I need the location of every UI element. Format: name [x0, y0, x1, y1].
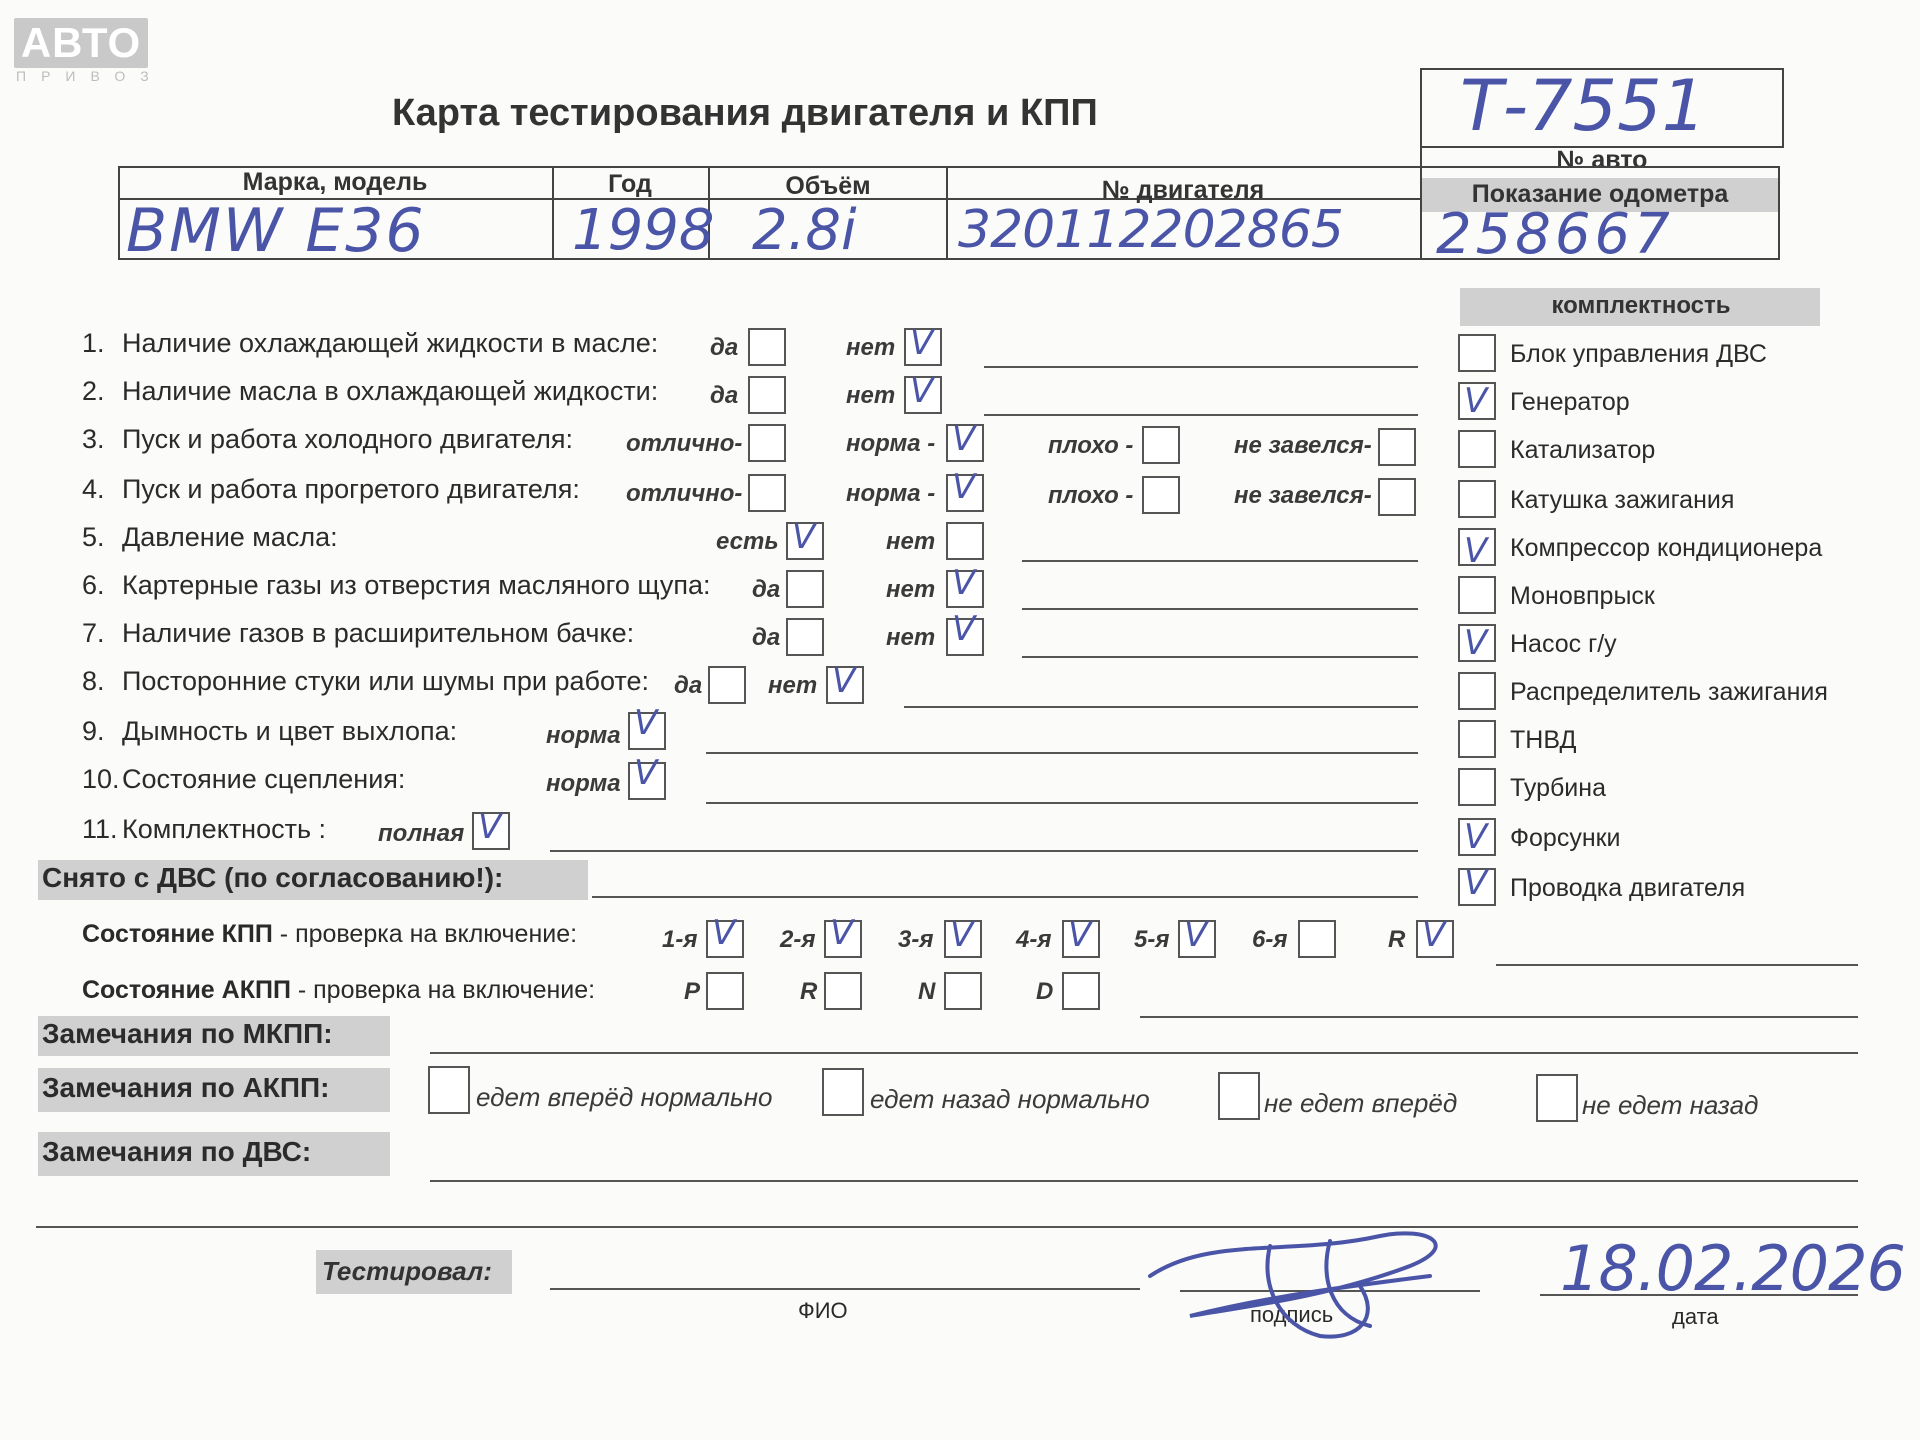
- completeness-checkbox[interactable]: [1458, 480, 1496, 518]
- removed-label: Снято с ДВС (по согласованию!):: [42, 862, 504, 893]
- brand-value: BMW E36: [126, 196, 426, 266]
- check-mark: V: [952, 563, 976, 603]
- check-mark: V: [478, 807, 502, 847]
- completeness-checkbox[interactable]: [1458, 768, 1496, 806]
- completeness-checkbox[interactable]: [1458, 430, 1496, 468]
- remark-line: [706, 752, 1418, 754]
- remark-option: едет назад нормально: [870, 1084, 1150, 1114]
- check-mark: V: [634, 703, 658, 743]
- akpp-label-rest: - проверка на включение:: [290, 976, 596, 1004]
- check-mark: V: [1464, 531, 1488, 571]
- remark-line: [36, 1226, 1858, 1228]
- remark-line: [430, 1180, 1858, 1182]
- brand-label: Марка, модель: [242, 168, 428, 196]
- completeness-item: Катушка зажигания: [1510, 486, 1735, 514]
- option-label: нет: [768, 672, 818, 699]
- odometer-value: 258667: [1436, 202, 1674, 267]
- akpp-label-bold: Состояние АКПП: [82, 976, 291, 1004]
- option-label: не завелся-: [1234, 432, 1372, 459]
- check-mark: V: [1422, 915, 1446, 955]
- completeness-item: Распределитель зажигания: [1510, 678, 1828, 706]
- remark-line: [592, 896, 1418, 898]
- completeness-checkbox[interactable]: [1458, 576, 1496, 614]
- signature-scribble: [1130, 1216, 1490, 1346]
- mode-checkbox[interactable]: [824, 972, 862, 1010]
- check-mark: V: [1464, 817, 1488, 857]
- option-label: да: [752, 624, 781, 651]
- completeness-title: комплектность: [1551, 292, 1731, 319]
- question-number: 2.: [82, 376, 105, 406]
- gear-label: 5-я: [1134, 926, 1170, 953]
- mode-checkbox[interactable]: [1062, 972, 1100, 1010]
- question-number: 7.: [82, 618, 105, 648]
- question-text: Давление масла:: [122, 522, 338, 552]
- option-label: норма -: [846, 480, 936, 507]
- question-number: 8.: [82, 666, 105, 696]
- auto-number-label: № авто: [1556, 146, 1648, 174]
- completeness-item: Моновпрыск: [1510, 582, 1655, 610]
- checkbox[interactable]: [946, 522, 984, 560]
- engine-number-label: № двигателя: [1101, 176, 1265, 204]
- checkbox[interactable]: [1378, 428, 1416, 466]
- akpp-remarks-label: Замечания по АКПП:: [42, 1072, 330, 1103]
- completeness-item: Турбина: [1510, 774, 1606, 802]
- completeness-item: Блок управления ДВС: [1510, 340, 1767, 368]
- remark-line: [984, 366, 1418, 368]
- remark-option: не едет назад: [1582, 1090, 1759, 1120]
- logo-subtitle: ПРИВОЗ: [16, 68, 164, 84]
- remark-line: [1496, 964, 1858, 966]
- checkbox[interactable]: [748, 474, 786, 512]
- option-label: нет: [846, 382, 896, 409]
- option-label: норма: [546, 722, 621, 749]
- mode-checkbox[interactable]: [706, 972, 744, 1010]
- mode-label: D: [1036, 978, 1054, 1005]
- question-number: 3.: [82, 424, 105, 454]
- completeness-item: Компрессор кондиционера: [1510, 534, 1823, 562]
- check-mark: V: [634, 753, 658, 793]
- checkbox[interactable]: [748, 424, 786, 462]
- kpp-label-rest: - проверка на включение:: [272, 920, 578, 948]
- completeness-checkbox[interactable]: [1458, 672, 1496, 710]
- checkbox[interactable]: [1378, 478, 1416, 516]
- completeness-item: Насос г/у: [1510, 630, 1617, 658]
- completeness-item: Катализатор: [1510, 436, 1656, 464]
- option-label: полная: [378, 820, 465, 847]
- gear-checkbox[interactable]: [1298, 920, 1336, 958]
- mode-label: P: [684, 978, 701, 1005]
- remark-line: [1140, 1016, 1858, 1018]
- check-mark: V: [910, 371, 934, 411]
- remark-option: едет вперёд нормально: [476, 1082, 773, 1112]
- option-label: есть: [716, 528, 779, 555]
- question-text: Пуск и работа холодного двигателя:: [122, 424, 573, 454]
- akpp-label: [82, 976, 595, 1005]
- completeness-item: Форсунки: [1510, 824, 1621, 852]
- option-label: норма -: [846, 430, 936, 457]
- completeness-checkbox[interactable]: [1458, 720, 1496, 758]
- check-mark: V: [952, 419, 976, 459]
- gear-label: R: [1388, 926, 1406, 953]
- gear-label: 1-я: [662, 926, 698, 953]
- remark-option: не едет вперёд: [1264, 1088, 1458, 1118]
- fio-label: ФИО: [798, 1298, 848, 1323]
- checkbox[interactable]: [1142, 426, 1180, 464]
- option-label: не завелся-: [1234, 482, 1372, 509]
- completeness-checkbox[interactable]: [1458, 334, 1496, 372]
- checkbox[interactable]: [748, 328, 786, 366]
- question-number: 5.: [82, 522, 105, 552]
- mode-checkbox[interactable]: [944, 972, 982, 1010]
- question-number: 6.: [82, 570, 105, 600]
- question-number: 11.: [82, 814, 118, 844]
- logo: АВТО: [20, 19, 142, 66]
- check-mark: V: [1184, 915, 1208, 955]
- check-mark: V: [792, 517, 816, 557]
- completeness-item: Генератор: [1510, 388, 1630, 416]
- completeness-item: ТНВД: [1510, 726, 1577, 754]
- checkbox[interactable]: [1142, 476, 1180, 514]
- remark-line: [1022, 560, 1418, 562]
- kpp-label: [82, 920, 577, 949]
- remark-checkbox[interactable]: [428, 1066, 470, 1114]
- check-mark: V: [1464, 863, 1488, 903]
- check-mark: V: [952, 467, 976, 507]
- page-title: Карта тестирования двигателя и КПП: [392, 92, 1098, 134]
- kpp-label-bold: Состояние КПП: [82, 920, 273, 948]
- option-label: плохо -: [1048, 482, 1134, 509]
- question-text: Наличие охлаждающей жидкости в масле:: [122, 328, 659, 358]
- question-number: 9.: [82, 716, 105, 746]
- check-mark: V: [830, 913, 854, 953]
- gear-label: 3-я: [898, 926, 934, 953]
- auto-number-value: Т-7551: [1460, 65, 1707, 147]
- question-number: 4.: [82, 474, 105, 504]
- gear-label: 2-я: [780, 926, 816, 953]
- date-label: дата: [1672, 1304, 1719, 1329]
- option-label: отлично-: [626, 480, 743, 507]
- option-label: плохо -: [1048, 432, 1134, 459]
- checkbox[interactable]: [748, 376, 786, 414]
- option-label: да: [752, 576, 781, 603]
- option-label: отлично-: [626, 430, 743, 457]
- checkbox[interactable]: [708, 666, 746, 704]
- completeness-item: Проводка двигателя: [1510, 874, 1746, 902]
- question-text: Состояние сцепления:: [122, 764, 406, 794]
- check-mark: V: [910, 323, 934, 363]
- volume-label: Объём: [785, 172, 871, 200]
- signature-label: подпись: [1250, 1302, 1334, 1327]
- remark-line: [706, 802, 1418, 804]
- question-number: 10.: [82, 764, 120, 794]
- remark-line: [984, 414, 1418, 416]
- question-text: Наличие масла в охлаждающей жидкости:: [122, 376, 659, 406]
- check-mark: V: [1464, 623, 1488, 663]
- option-label: да: [674, 672, 703, 699]
- remark-checkbox[interactable]: [1536, 1074, 1578, 1122]
- question-text: Пуск и работа прогретого двигателя:: [122, 474, 580, 504]
- check-mark: V: [952, 609, 976, 649]
- mode-label: N: [918, 978, 936, 1005]
- remark-checkbox[interactable]: [1218, 1072, 1260, 1120]
- year-value: 1998: [572, 198, 715, 263]
- remark-checkbox[interactable]: [822, 1068, 864, 1116]
- question-text: Комплектность :: [122, 814, 327, 844]
- option-label: нет: [886, 576, 936, 603]
- option-label: нет: [886, 528, 936, 555]
- gear-label: 4-я: [1016, 926, 1052, 953]
- date-value: 18.02.2026: [1560, 1232, 1905, 1305]
- date-line: [1540, 1294, 1858, 1296]
- option-label: нет: [886, 624, 936, 651]
- remark-line: [430, 1052, 1858, 1054]
- gear-label: 6-я: [1252, 926, 1288, 953]
- question-text: Посторонние стуки или шумы при работе:: [122, 666, 649, 696]
- fio-line: [550, 1288, 1140, 1290]
- odometer-label: Показание одометра: [1471, 180, 1729, 208]
- remark-line: [904, 706, 1418, 708]
- remark-line: [1022, 656, 1418, 658]
- remark-line: [1022, 608, 1418, 610]
- check-mark: V: [832, 661, 856, 701]
- option-label: нет: [846, 334, 896, 361]
- option-label: да: [710, 334, 739, 361]
- engine-number-value: 320112202865: [958, 200, 1344, 260]
- remark-line: [550, 850, 1418, 852]
- check-mark: V: [1464, 381, 1488, 421]
- question-text: Наличие газов в расширительном бачке:: [122, 618, 635, 648]
- year-label: Год: [608, 170, 652, 198]
- check-mark: V: [712, 913, 736, 953]
- question-text: Картерные газы из отверстия масляного щупа:: [122, 570, 711, 600]
- check-mark: V: [1068, 915, 1092, 955]
- option-label: норма: [546, 770, 621, 797]
- mode-label: R: [800, 978, 818, 1005]
- volume-value: 2.8i: [752, 198, 857, 263]
- option-label: да: [710, 382, 739, 409]
- question-number: 1.: [82, 328, 105, 358]
- check-mark: V: [950, 915, 974, 955]
- mkpp-remarks-label: Замечания по МКПП:: [42, 1018, 333, 1049]
- tested-label: Тестировал:: [322, 1256, 492, 1286]
- checkbox[interactable]: [786, 570, 824, 608]
- checkbox[interactable]: [786, 618, 824, 656]
- question-text: Дымность и цвет выхлопа:: [122, 716, 458, 746]
- dvs-remarks-label: Замечания по ДВС:: [42, 1136, 312, 1167]
